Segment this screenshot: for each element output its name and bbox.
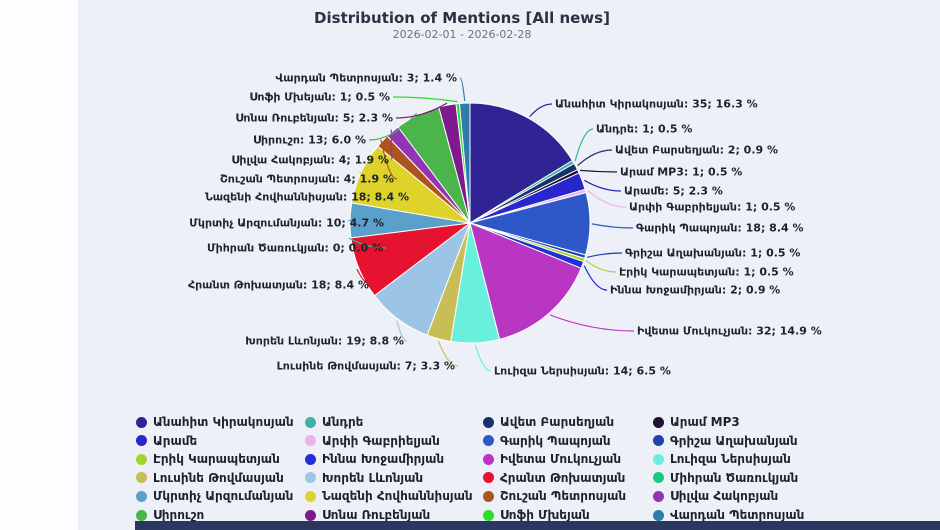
legend-item bbox=[305, 471, 423, 485]
legend-item bbox=[483, 471, 625, 485]
leader-line bbox=[578, 150, 612, 166]
leader-line bbox=[393, 97, 458, 102]
legend-item bbox=[136, 508, 204, 522]
slice-label: Արփի Գաբրիելյան: 1; 0.5 % bbox=[629, 200, 796, 214]
legend-item bbox=[136, 471, 284, 485]
legend-swatch bbox=[305, 472, 316, 483]
slice-label: Հրանտ Թոխատյան: 18; 8.4 % bbox=[187, 278, 369, 292]
legend-label: Արփի Գաբրիելյան bbox=[322, 433, 440, 448]
legend-item bbox=[136, 489, 293, 503]
legend-item bbox=[653, 452, 791, 466]
legend-item bbox=[653, 508, 804, 522]
legend-label: Վարդան Պետրոսյան bbox=[670, 508, 805, 522]
leader-line bbox=[550, 315, 634, 331]
slice-label: Գարիկ Պապոյան: 18; 8.4 % bbox=[636, 221, 804, 235]
legend-swatch bbox=[483, 454, 494, 465]
slice-label: Իննա Խոջամիրյան: 2; 0.9 % bbox=[610, 283, 781, 297]
leader-line bbox=[592, 224, 633, 228]
legend-swatch bbox=[305, 454, 316, 465]
legend-label: Իննա Խոջամիրյան bbox=[322, 452, 445, 467]
legend-item bbox=[483, 415, 614, 429]
legend-swatch bbox=[136, 472, 147, 483]
legend-label: Նազենի Հովհաննիսյան bbox=[322, 489, 473, 504]
legend-label: Անահիտ Կիրակոսյան bbox=[153, 415, 294, 429]
legend-swatch bbox=[483, 472, 494, 483]
leader-line bbox=[586, 261, 616, 272]
slice-label: Լուիզա Ներսիսյան: 14; 6.5 % bbox=[494, 364, 671, 378]
legend-swatch bbox=[483, 491, 494, 502]
slice-label: Ավետ Բարսեղյան: 2; 0.9 % bbox=[615, 143, 779, 157]
slice-label: Գրիշա Աղախանյան: 1; 0.5 % bbox=[625, 246, 801, 260]
legend-swatch bbox=[305, 435, 316, 446]
leader-line bbox=[584, 180, 621, 191]
leader-line bbox=[588, 190, 626, 207]
legend-swatch bbox=[653, 454, 664, 465]
legend-swatch bbox=[136, 417, 147, 428]
legend-swatch bbox=[136, 491, 147, 502]
legend-label: Միհրան Ծառուկյան bbox=[670, 470, 799, 485]
slice-label: Նազենի Հովհաննիսյան: 18; 8.4 % bbox=[204, 190, 409, 204]
slice-label: Մկրտիչ Արզումանյան: 10; 4.7 % bbox=[189, 216, 384, 230]
legend-swatch bbox=[483, 510, 494, 521]
legend-label: Իվետա Մուկուչյան bbox=[500, 452, 622, 467]
chart-subtitle: 2026-02-01 - 2026-02-28 bbox=[392, 28, 532, 41]
slice-label: Արամ MP3: 1; 0.5 % bbox=[620, 165, 743, 179]
slice-label: Սիլվա Հակոբյան: 4; 1.9 % bbox=[231, 153, 389, 167]
legend-swatch bbox=[305, 417, 316, 428]
legend-item bbox=[483, 489, 626, 503]
legend-item bbox=[305, 508, 430, 522]
slice-label: Արամե: 5; 2.3 % bbox=[624, 184, 723, 198]
legend-swatch bbox=[483, 435, 494, 446]
legend-label: Գարիկ Պապոյան bbox=[500, 433, 611, 448]
legend-item bbox=[653, 415, 740, 429]
legend-label: Լուսինե Թովմասյան bbox=[153, 470, 284, 485]
legend-swatch bbox=[136, 435, 147, 446]
leader-line bbox=[460, 78, 465, 101]
legend-item bbox=[653, 471, 798, 485]
legend-label: Գրիշա Աղախանյան bbox=[670, 433, 798, 448]
slice-label: Շուշան Պետրոսյան: 4; 1.9 % bbox=[219, 172, 394, 186]
legend-item bbox=[483, 508, 590, 522]
legend-label: Էրիկ Կարապետյան bbox=[153, 452, 280, 467]
slice-label: Անդրե: 1; 0.5 % bbox=[596, 122, 693, 136]
legend-swatch bbox=[136, 454, 147, 465]
slice-label: Խորեն Լևոնյան: 19; 8.8 % bbox=[245, 334, 404, 348]
legend-item bbox=[136, 434, 197, 448]
legend-item bbox=[136, 452, 280, 466]
slice-label: Սիրուշո: 13; 6.0 % bbox=[252, 133, 366, 147]
legend-swatch bbox=[653, 435, 664, 446]
legend-label: Մկրտիչ Արզումանյան bbox=[153, 489, 294, 504]
legend-label: Անդրե bbox=[322, 415, 364, 429]
legend-label: Շուշան Պետրոսյան bbox=[500, 489, 627, 504]
legend-item bbox=[483, 434, 611, 448]
leader-line bbox=[587, 253, 622, 257]
leader-line bbox=[580, 170, 617, 172]
legend-item bbox=[653, 434, 798, 448]
chart-title: Distribution of Mentions [All news] bbox=[314, 9, 610, 27]
slice-label: Սոֆի Մխեյան: 1; 0.5 % bbox=[249, 90, 390, 104]
legend-swatch bbox=[653, 510, 664, 521]
legend-label: Հրանտ Թոխատյան bbox=[500, 470, 626, 485]
legend-label: Լուիզա Ներսիսյան bbox=[670, 452, 791, 467]
legend-label: Ավետ Բարսեղյան bbox=[500, 415, 615, 429]
legend-item bbox=[305, 489, 473, 503]
legend-swatch bbox=[305, 510, 316, 521]
legend-item bbox=[483, 452, 621, 466]
legend-swatch bbox=[483, 417, 494, 428]
slice-label: Իվետա Մուկուչյան: 32; 14.9 % bbox=[637, 324, 822, 338]
legend-item bbox=[305, 452, 444, 466]
leader-line bbox=[584, 266, 607, 290]
legend-label: Սիրուշո bbox=[153, 508, 205, 522]
legend-label: Սիլվա Հակոբյան bbox=[670, 489, 779, 504]
legend-label: Սոֆի Մխեյան bbox=[500, 508, 590, 522]
legend-label: Արամե bbox=[153, 433, 198, 448]
slice-label: Լուսինե Թովմասյան: 7; 3.3 % bbox=[276, 359, 455, 373]
legend-item bbox=[136, 415, 294, 429]
slice-label: Էրիկ Կարապետյան: 1; 0.5 % bbox=[619, 265, 794, 279]
leader-line bbox=[475, 345, 491, 371]
legend-item bbox=[653, 489, 778, 503]
legend-item bbox=[305, 415, 363, 429]
slice-label: Վարդան Պետրոսյան: 3; 1.4 % bbox=[275, 71, 457, 85]
legend-label: Սոնա Ռուբենյան bbox=[322, 508, 431, 522]
legend-swatch bbox=[136, 510, 147, 521]
legend-label: Խորեն Լևոնյան bbox=[322, 470, 424, 485]
legend-swatch bbox=[653, 472, 664, 483]
slice-label: Անահիտ Կիրակոսյան: 35; 16.3 % bbox=[555, 97, 758, 111]
slice-label: Միհրան Ծառուկյան: 0; 0.0 % bbox=[207, 241, 383, 255]
leader-line bbox=[530, 104, 552, 117]
legend-item bbox=[305, 434, 440, 448]
slice-label: Սոնա Ռուբենյան: 5; 2.3 % bbox=[235, 111, 393, 125]
legend-swatch bbox=[653, 491, 664, 502]
legend-label: Արամ MP3 bbox=[670, 415, 740, 429]
legend-swatch bbox=[653, 417, 664, 428]
legend-swatch bbox=[305, 491, 316, 502]
